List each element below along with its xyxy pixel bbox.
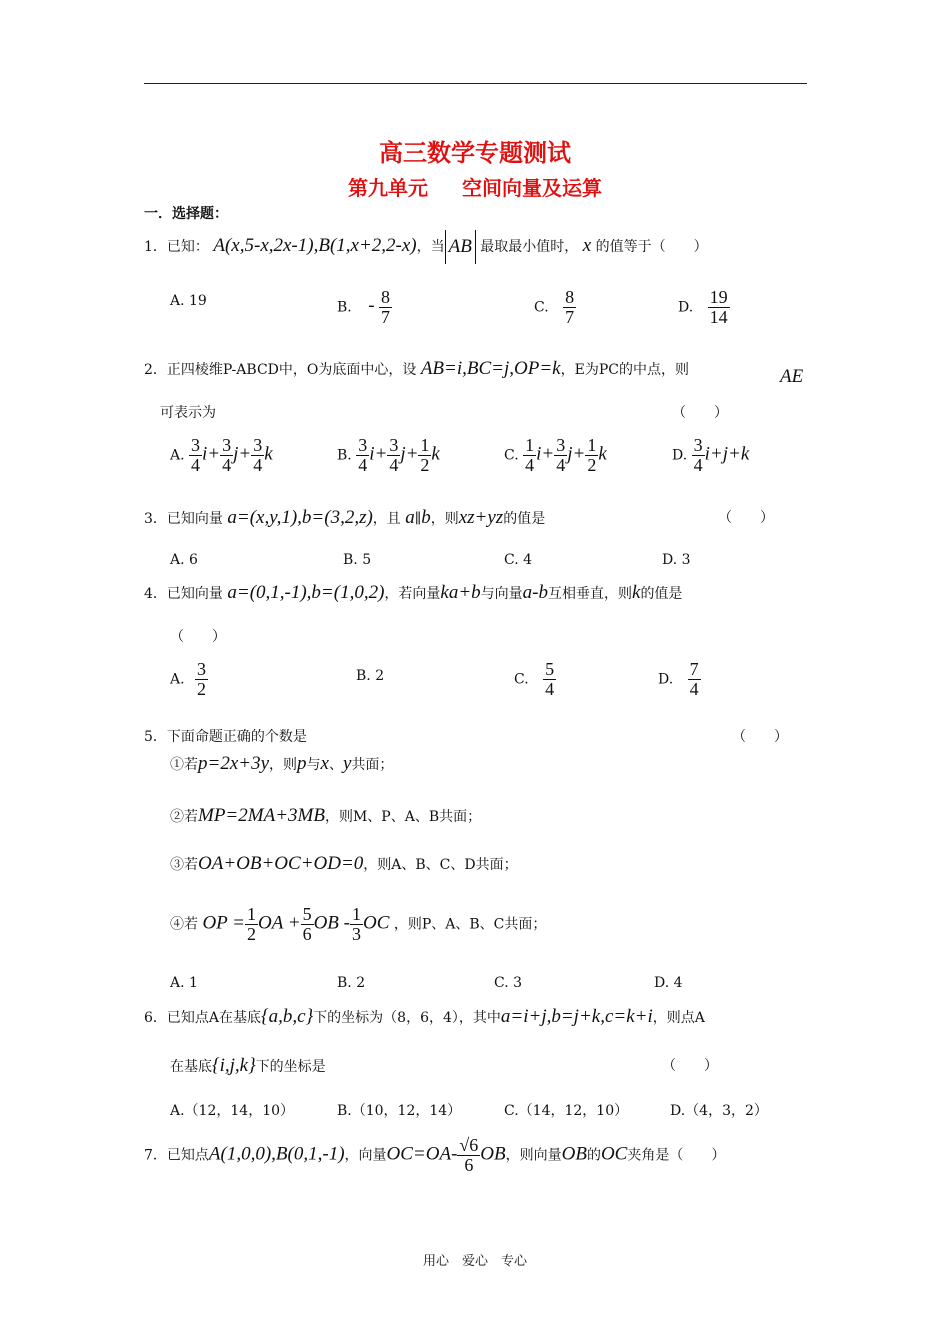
s1-mid: ，则 xyxy=(269,757,298,773)
q4-option-c xyxy=(514,660,556,699)
s1-expr: p=2x+3y xyxy=(198,753,270,774)
q4-var: k xyxy=(632,582,641,603)
q5-option-b: B. 2 xyxy=(337,975,366,991)
frac-den: 6 xyxy=(464,1154,474,1175)
frac-den: 2 xyxy=(247,923,257,944)
q2-option-d xyxy=(672,436,749,475)
q4-expr: a=(0,1,-1),b=(1,0,2) xyxy=(227,582,385,603)
q1-var: x xyxy=(582,235,592,256)
frac-num: 3 xyxy=(693,435,703,455)
frac-den: 4 xyxy=(525,454,535,475)
term: OB - xyxy=(313,912,350,934)
s4-tail: ，则P、A、B、C共面； xyxy=(393,916,547,933)
q3-pre: 3．已知向量 xyxy=(144,511,223,527)
frac-num: 5 xyxy=(545,659,555,679)
term: k xyxy=(431,443,440,465)
frac-num: 19 xyxy=(709,287,728,307)
q1-expr: A(x,5-x,2x-1),B(1,x+2,2-x) xyxy=(213,235,417,256)
q1-option-b xyxy=(337,288,392,327)
q1-option-b-sign: - xyxy=(368,295,375,317)
q6-basis2: {i,j,k} xyxy=(212,1055,256,1076)
frac-num: 7 xyxy=(689,659,699,679)
s1-sep: 、 xyxy=(328,757,343,773)
s1-x: x xyxy=(320,753,329,774)
q2-mid: ，E为PC的中点，则 xyxy=(560,362,689,378)
q3-expr: a=(x,y,1),b=(3,2,z) xyxy=(227,507,373,528)
s2-tail: ，则M、P、A、B共面； xyxy=(324,809,482,825)
frac xyxy=(189,436,202,475)
q6-tail: ，则点A xyxy=(652,1010,705,1026)
frac-num: 8 xyxy=(565,287,575,307)
q1-option-b-frac xyxy=(379,288,392,327)
q3-option-a: A. 6 xyxy=(170,552,198,568)
frac-den: 4 xyxy=(545,678,555,699)
page-footer: 用心 爱心 专心 xyxy=(422,1254,527,1269)
frac-den: 4 xyxy=(253,454,263,475)
q6-pre: 6．已知点A在基底 xyxy=(144,1010,262,1026)
frac xyxy=(543,660,556,699)
frac-den: 4 xyxy=(689,678,699,699)
q2-option-b-label: B. xyxy=(337,447,352,464)
q7-v1: OB xyxy=(561,1143,587,1165)
frac-num: 3 xyxy=(197,659,207,679)
q2-option-c xyxy=(504,436,607,475)
s2-pre: ②若 xyxy=(170,809,198,825)
q2-target xyxy=(780,366,803,388)
q7-oc: OC=OA- xyxy=(386,1143,458,1165)
s1-pre: ①若 xyxy=(170,757,198,773)
q1-option-a: A. 19 xyxy=(170,293,207,309)
q4-mid3: 互相垂直，则 xyxy=(548,586,632,602)
frac xyxy=(220,436,233,475)
frac-num: 3 xyxy=(253,435,263,455)
term: i+ xyxy=(536,443,555,465)
q2-pre: 2．正四棱维P-ABCD中，O为底面中心，设 xyxy=(144,362,417,378)
q1-option-c-frac xyxy=(563,288,576,327)
q6-basis1: {a,b,c} xyxy=(261,1006,314,1027)
q3-target: xz+yz xyxy=(458,507,504,528)
frac-den: 3 xyxy=(351,923,361,944)
frac xyxy=(301,905,314,944)
q4-option-a-label: A. xyxy=(170,671,185,688)
question-2 xyxy=(144,358,689,380)
question-1 xyxy=(144,230,708,264)
q7-mid3: 的 xyxy=(586,1147,601,1164)
section-heading: 一．选择题： xyxy=(144,206,228,222)
q1-post: 最取最小值时， xyxy=(480,239,579,255)
q1-abs: AB xyxy=(445,230,476,264)
frac-den: 14 xyxy=(709,306,728,327)
q3-option-d: D. 3 xyxy=(662,552,691,568)
frac xyxy=(554,436,567,475)
q1-pre: 1．已知： xyxy=(144,239,209,255)
q4-mid: ，若向量 xyxy=(384,586,441,602)
q4-pre: 4．已知向量 xyxy=(144,586,223,602)
frac xyxy=(688,660,701,699)
frac xyxy=(692,436,705,475)
s1-tail: 共面； xyxy=(351,757,394,773)
question-4 xyxy=(144,582,682,604)
q4-option-a xyxy=(170,660,208,699)
frac-num: 3 xyxy=(222,435,232,455)
frac xyxy=(245,905,258,944)
q4-option-d-label: D. xyxy=(658,671,674,688)
q2-option-d-label: D. xyxy=(672,447,688,464)
q6-expr: a=i+j,b=j+k,c=k+i xyxy=(500,1006,653,1027)
q4-tail: 的值是 xyxy=(640,586,683,602)
q5-paren: （ ） xyxy=(732,729,788,745)
frac-den: 4 xyxy=(222,454,232,475)
q6-option-b: B.（10，12，14） xyxy=(337,1103,462,1119)
q7-mid2: ，则向量 xyxy=(505,1147,562,1164)
frac-num: 5 xyxy=(302,904,312,924)
s1-y: y xyxy=(342,753,352,774)
term: k xyxy=(598,443,607,465)
q4-v1: ka+b xyxy=(440,582,481,603)
q3-par-a: a xyxy=(405,507,415,528)
q6-line2 xyxy=(170,1055,326,1077)
frac-num: 1 xyxy=(351,904,361,924)
page-subtitle xyxy=(0,172,950,201)
frac-den: 7 xyxy=(565,306,575,327)
q3-option-c: C. 4 xyxy=(504,552,533,568)
term: i+ xyxy=(202,443,221,465)
frac xyxy=(350,905,363,944)
q1-option-d xyxy=(678,288,730,327)
frac-den: 4 xyxy=(693,454,703,475)
q3-mid: ，且 xyxy=(372,511,401,527)
q2-option-a xyxy=(170,436,273,475)
q2-option-b xyxy=(337,436,440,475)
q2-option-a-label: A. xyxy=(170,447,185,464)
frac-num: 1 xyxy=(525,435,535,455)
q6-mid: 下的坐标为（8，6，4），其中 xyxy=(313,1010,501,1026)
q3-par: ∥ xyxy=(414,511,422,527)
term: j+ xyxy=(567,443,586,465)
s2-expr: MP=2MA+3MB xyxy=(198,805,325,826)
q5-option-d: D. 4 xyxy=(654,975,683,991)
frac xyxy=(523,436,536,475)
frac-den: 4 xyxy=(191,454,201,475)
frac xyxy=(585,436,598,475)
subtitle-unit: 第九单元 xyxy=(348,176,428,200)
term: j+ xyxy=(233,443,252,465)
frac-num: 1 xyxy=(420,435,430,455)
frac-num: √6 xyxy=(459,1135,479,1155)
q3-paren: （ ） xyxy=(718,510,774,526)
header-rule xyxy=(144,83,807,84)
q6-option-a: A.（12，14，10） xyxy=(170,1103,295,1119)
q2-paren: （ ） xyxy=(672,405,728,421)
subtitle-topic: 空间向量及运算 xyxy=(462,176,602,200)
q2-target-text: AE xyxy=(780,366,804,387)
term: OC xyxy=(362,912,390,934)
q7-frac xyxy=(457,1136,480,1175)
term: i+ xyxy=(369,443,388,465)
q1-option-c xyxy=(534,288,576,327)
frac-den: 6 xyxy=(302,923,312,944)
s3-pre: ③若 xyxy=(170,857,198,873)
frac xyxy=(251,436,264,475)
frac-den: 4 xyxy=(389,454,399,475)
q7-pre: 7．已知点 xyxy=(144,1147,209,1164)
question-3 xyxy=(144,507,545,529)
s1-mid2: 与 xyxy=(306,757,321,773)
q6-option-d: D.（4，3，2） xyxy=(670,1103,768,1119)
question-5: 5．下面命题正确的个数是 xyxy=(144,729,307,745)
q2-line2: 可表示为 xyxy=(160,405,216,421)
frac-den: 2 xyxy=(197,678,207,699)
term: k xyxy=(264,443,273,465)
frac-den: 2 xyxy=(587,454,597,475)
frac-num: 3 xyxy=(358,435,368,455)
q1-option-d-frac xyxy=(708,288,730,327)
frac-num: 1 xyxy=(247,904,257,924)
q4-option-d xyxy=(658,660,701,699)
frac xyxy=(195,660,208,699)
q5-statement-3 xyxy=(170,853,518,875)
q6-paren: （ ） xyxy=(662,1058,718,1074)
q7-ob: OB xyxy=(480,1143,506,1165)
term: j+ xyxy=(400,443,419,465)
q5-option-c: C. 3 xyxy=(494,975,523,991)
q4-option-b: B. 2 xyxy=(356,668,385,684)
q4-paren: （ ） xyxy=(170,629,226,645)
frac-num: 1 xyxy=(587,435,597,455)
frac-den: 4 xyxy=(556,454,566,475)
q3-par-b: b xyxy=(421,507,431,528)
q3-option-b: B. 5 xyxy=(343,552,372,568)
q1-mid: ，当 xyxy=(416,239,445,255)
frac xyxy=(356,436,369,475)
question-6 xyxy=(144,1006,705,1028)
frac-num: 8 xyxy=(380,287,390,307)
q4-option-c-label: C. xyxy=(514,671,529,688)
q2-option-c-label: C. xyxy=(504,447,519,464)
page-title: 高三数学专题测试 xyxy=(379,139,571,167)
s4-pre: ④若 xyxy=(170,916,198,933)
frac-num: 3 xyxy=(556,435,566,455)
q6-line2-pre: 在基底 xyxy=(170,1059,212,1075)
q5-statement-1 xyxy=(170,753,393,775)
q2-expr: AB=i,BC=j,OP=k xyxy=(420,358,561,379)
q7-tail: 夹角是（ ） xyxy=(627,1147,726,1164)
s4-expr: OP = xyxy=(202,912,246,934)
q3-mid2: ，则 xyxy=(430,511,459,527)
q4-mid2: 与向量 xyxy=(480,586,523,602)
s3-expr: OA+OB+OC+OD=0 xyxy=(198,853,364,874)
q6-line2-tail: 下的坐标是 xyxy=(255,1059,326,1075)
s3-tail: ，则A、B、C、D共面； xyxy=(363,857,518,873)
frac-den: 2 xyxy=(420,454,430,475)
q1-option-b-label: B. xyxy=(337,299,352,316)
frac-den: 7 xyxy=(380,306,390,327)
frac-den: 4 xyxy=(358,454,368,475)
q5-statement-4 xyxy=(170,905,546,944)
q4-v2: a-b xyxy=(522,582,548,603)
q3-tail: 的值是 xyxy=(503,511,546,527)
question-7 xyxy=(144,1136,725,1175)
frac-num: 3 xyxy=(389,435,399,455)
term: OA + xyxy=(258,912,301,934)
q7-expr: A(1,0,0),B(0,1,-1) xyxy=(208,1143,345,1165)
frac xyxy=(418,436,431,475)
s1-p: p xyxy=(297,753,307,774)
q5-option-a: A. 1 xyxy=(170,975,198,991)
frac xyxy=(387,436,400,475)
q1-tail: 的值等于（ ） xyxy=(595,239,708,255)
q6-option-c: C.（14，12，10） xyxy=(504,1103,629,1119)
frac-num: 3 xyxy=(191,435,201,455)
q7-v2: OC xyxy=(600,1143,628,1165)
term: i+j+k xyxy=(704,443,750,465)
q1-option-d-label: D. xyxy=(678,299,694,316)
q7-mid: ，向量 xyxy=(344,1147,387,1164)
q1-option-c-label: C. xyxy=(534,299,549,316)
q5-statement-2 xyxy=(170,805,481,827)
